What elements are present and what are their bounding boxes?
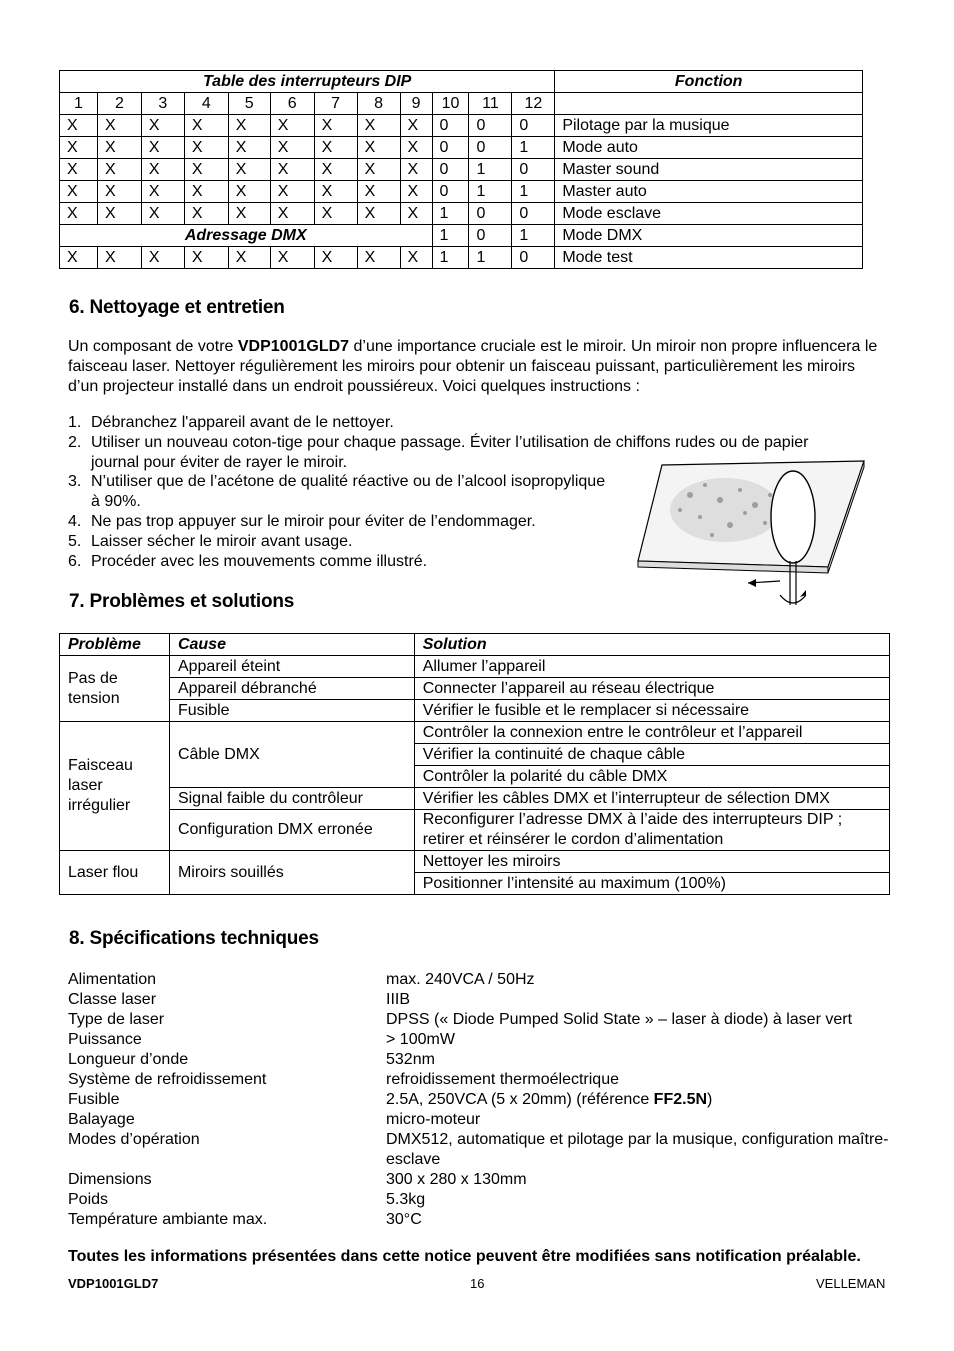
- section-6-title: 6. Nettoyage et entretien: [69, 297, 285, 318]
- switch-state: X: [400, 203, 432, 225]
- spec-row: [68, 1190, 898, 1210]
- switch-state: 0: [512, 247, 555, 269]
- switch-number: 1: [60, 93, 98, 115]
- switch-state: X: [60, 137, 98, 159]
- switch-state: X: [141, 115, 184, 137]
- dip-row: [60, 203, 863, 225]
- switch-number: 2: [97, 93, 141, 115]
- problem-cell: Laser flou: [60, 851, 170, 895]
- dip-header-row: [60, 71, 863, 93]
- switch-state: X: [228, 247, 270, 269]
- spec-row: [68, 1170, 898, 1190]
- spec-row: [68, 1030, 898, 1050]
- switch-state: 0: [469, 115, 512, 137]
- spec-row: [68, 1050, 898, 1070]
- cause-cell: Miroirs souillés: [169, 851, 414, 895]
- solution-cell: Contrôler la connexion entre le contrôleur et l’appareil: [414, 722, 889, 744]
- troubleshooting-row: [60, 700, 890, 722]
- dip-table-title: Table des interrupteurs DIP: [60, 71, 555, 93]
- spec-value-text: 2.5A, 250VCA (5 x 20mm) (référence: [386, 1091, 654, 1108]
- spec-row: [68, 1210, 898, 1230]
- section-8-title: 8. Spécifications techniques: [69, 928, 319, 949]
- switch-state: X: [97, 115, 141, 137]
- footer-brand: VELLEMAN: [816, 1276, 886, 1291]
- switch-state: X: [314, 115, 357, 137]
- switch-state: X: [97, 137, 141, 159]
- switch-state: 1: [469, 159, 512, 181]
- spec-row: [68, 990, 898, 1010]
- switch-state: X: [357, 137, 400, 159]
- switch-state: 0: [432, 181, 469, 203]
- solution-cell: Vérifier le fusible et le remplacer si nécessaire: [414, 700, 889, 722]
- switch-number: 7: [314, 93, 357, 115]
- switch-state: X: [270, 159, 314, 181]
- switch-state: X: [184, 181, 228, 203]
- spec-label: Classe laser: [68, 991, 157, 1008]
- switch-state: X: [357, 247, 400, 269]
- switch-state: X: [314, 159, 357, 181]
- switch-state: 0: [432, 137, 469, 159]
- switch-state: X: [97, 247, 141, 269]
- spec-label: Poids: [68, 1191, 109, 1208]
- switch-state: 0: [469, 225, 512, 247]
- cleaning-step: [68, 413, 858, 433]
- solution-cell: Nettoyer les miroirs: [414, 851, 889, 873]
- spec-value-text: 300 x 280 x 130mm: [386, 1171, 527, 1188]
- switch-state: X: [270, 247, 314, 269]
- switch-state: 0: [512, 115, 555, 137]
- switch-state: 0: [469, 137, 512, 159]
- spec-label: Type de laser: [68, 1011, 165, 1028]
- dip-rows: [60, 115, 863, 269]
- spec-value: [386, 1110, 898, 1130]
- switch-state: X: [270, 115, 314, 137]
- intro-text: Un composant de votre: [68, 338, 238, 355]
- intro-text-rest: d’une importance cruciale est le miroir. Un miroir non propre influencera le faisceau laser. Nettoyer régulièrement les miroirs pour obtenir un faisceau puissant, particulièrement les miroirs d’un projecteur installé dans un endroit poussiéreux. Voici quelques instructions :: [68, 338, 878, 395]
- spec-label: Modes d’opération: [68, 1131, 200, 1148]
- switch-number: 6: [270, 93, 314, 115]
- dip-row: [60, 115, 863, 137]
- switch-state: X: [400, 247, 432, 269]
- switch-state: X: [228, 181, 270, 203]
- change-notice: Toutes les informations présentées dans cette notice peuvent être modifiées sans notification préalable.: [68, 1248, 861, 1265]
- switch-state: X: [97, 181, 141, 203]
- problem-cell: Pas de tension: [60, 656, 170, 722]
- cause-cell: Appareil débranché: [169, 678, 414, 700]
- spec-value-text: IIIB: [386, 991, 411, 1008]
- switch-state: 1: [469, 247, 512, 269]
- spec-value: [386, 1030, 898, 1050]
- troubleshooting-row: [60, 722, 890, 744]
- troubleshooting-header-row: [60, 634, 890, 656]
- switch-state: X: [357, 159, 400, 181]
- switch-number: 10: [432, 93, 469, 115]
- spec-value: [386, 1210, 898, 1230]
- spec-value: [386, 970, 898, 990]
- spec-label: Fusible: [68, 1091, 120, 1108]
- cause-cell: Appareil éteint: [169, 656, 414, 678]
- step-text: Débranchez l'appareil avant de le nettoyer.: [91, 414, 394, 431]
- cause-cell: Câble DMX: [169, 722, 414, 788]
- switch-state: X: [60, 247, 98, 269]
- dmx-address-label: Adressage DMX: [60, 225, 433, 247]
- spec-value-text: micro-moteur: [386, 1111, 481, 1128]
- switch-state: X: [60, 159, 98, 181]
- solution-cell: Positionner l’intensité au maximum (100%): [414, 873, 889, 895]
- step-text: Procéder avec les mouvements comme illustré.: [91, 552, 428, 570]
- spec-value: [386, 1050, 898, 1070]
- switch-state: X: [184, 159, 228, 181]
- switch-state: X: [314, 181, 357, 203]
- spec-value-text: 30°C: [386, 1211, 422, 1228]
- switch-state: 1: [512, 137, 555, 159]
- switch-state: X: [400, 181, 432, 203]
- switch-state: X: [184, 115, 228, 137]
- switch-state: X: [60, 181, 98, 203]
- switch-state: 1: [512, 225, 555, 247]
- switch-state: X: [400, 137, 432, 159]
- switch-state: 0: [512, 159, 555, 181]
- switch-state: 1: [432, 247, 469, 269]
- solution-cell: Connecter l’appareil au réseau électrique: [414, 678, 889, 700]
- cleaning-step: [68, 472, 611, 512]
- switch-state: X: [60, 115, 98, 137]
- model-name: VDP1001GLD7: [237, 338, 350, 355]
- switch-number: 12: [512, 93, 555, 115]
- switch-state: X: [357, 203, 400, 225]
- dip-number-row: [60, 93, 863, 115]
- spec-value: [386, 1090, 898, 1110]
- switch-state: X: [228, 159, 270, 181]
- switch-number: 4: [184, 93, 228, 115]
- switch-state: X: [228, 203, 270, 225]
- cause-header: Cause: [169, 634, 414, 656]
- troubleshooting-row: [60, 656, 890, 678]
- solution-cell: Reconfigurer l’adresse DMX à l’aide des interrupteurs DIP ; retirer et réinsérer le cordon d’alimentation: [414, 810, 889, 851]
- problem-cell: Faisceau laser irrégulier: [60, 722, 170, 851]
- switch-state: X: [141, 159, 184, 181]
- step-text: N’utiliser que de l’acétone de qualité réactive ou de l’alcool isopropylique à 90%.: [91, 473, 606, 511]
- spec-value-after: ): [707, 1091, 713, 1108]
- spec-value: [386, 1170, 898, 1190]
- spec-label: Alimentation: [68, 971, 157, 988]
- spec-label: Puissance: [68, 1031, 142, 1048]
- switch-state: X: [184, 203, 228, 225]
- switch-state: 0: [432, 159, 469, 181]
- switch-state: X: [400, 159, 432, 181]
- spec-row: [68, 1090, 898, 1110]
- step-number: 5.: [68, 532, 82, 550]
- dip-switch-table: [59, 70, 863, 269]
- switch-state: X: [314, 137, 357, 159]
- solution-cell: Contrôler la polarité du câble DMX: [414, 766, 889, 788]
- switch-state: X: [228, 115, 270, 137]
- troubleshooting-table: [59, 633, 890, 895]
- switch-number: 9: [400, 93, 432, 115]
- solution-cell: Vérifier la continuité de chaque câble: [414, 744, 889, 766]
- switch-state: X: [270, 137, 314, 159]
- switch-state: X: [357, 181, 400, 203]
- function-cell: Pilotage par la musique: [555, 115, 863, 137]
- footer-page-number: 16: [470, 1276, 485, 1291]
- switch-state: X: [400, 115, 432, 137]
- step-number: 2.: [68, 433, 82, 451]
- problem-header: Problème: [60, 634, 170, 656]
- dip-row: [60, 247, 863, 269]
- section-7-title: 7. Problèmes et solutions: [69, 591, 295, 612]
- empty-cell: [555, 93, 863, 115]
- spec-value-text: 532nm: [386, 1051, 435, 1068]
- spec-row: [68, 1130, 898, 1170]
- switch-state: 0: [469, 203, 512, 225]
- cause-cell: Signal faible du contrôleur: [169, 788, 414, 810]
- spec-value-text: DMX512, automatique et pilotage par la musique, configuration maître-esclave: [386, 1131, 889, 1168]
- dip-row: [60, 181, 863, 203]
- dip-row: [60, 159, 863, 181]
- spec-value-text: refroidissement thermoélectrique: [386, 1071, 619, 1088]
- spec-value-bold: FF2.5N: [653, 1091, 708, 1108]
- switch-state: X: [97, 159, 141, 181]
- switch-number: 5: [228, 93, 270, 115]
- step-number: 1.: [68, 414, 82, 431]
- spec-value-text: > 100mW: [386, 1031, 455, 1048]
- switch-state: X: [184, 247, 228, 269]
- function-cell: Mode auto: [555, 137, 863, 159]
- troubleshooting-row: [60, 810, 890, 851]
- troubleshooting-rows: [60, 656, 890, 895]
- step-number: 4.: [68, 512, 82, 530]
- switch-state: 0: [432, 115, 469, 137]
- function-cell: Mode esclave: [555, 203, 863, 225]
- function-cell: Mode test: [555, 247, 863, 269]
- switch-state: X: [184, 137, 228, 159]
- switch-state: X: [228, 137, 270, 159]
- troubleshooting-row: [60, 851, 890, 873]
- troubleshooting-row: [60, 678, 890, 700]
- function-cell: Master auto: [555, 181, 863, 203]
- dip-row-dmx: [60, 225, 863, 247]
- solution-cell: Vérifier les câbles DMX et l’interrupteur de sélection DMX: [414, 788, 889, 810]
- step-number: 3.: [68, 473, 82, 491]
- function-cell: Master sound: [555, 159, 863, 181]
- spec-value: [386, 1190, 898, 1210]
- switch-state: 1: [432, 225, 469, 247]
- spec-value: [386, 1130, 898, 1170]
- spec-row: [68, 1010, 898, 1030]
- spec-row: [68, 970, 898, 990]
- step-number: 6.: [68, 552, 82, 570]
- switch-state: 1: [512, 181, 555, 203]
- solution-cell: Allumer l’appareil: [414, 656, 889, 678]
- switch-state: X: [357, 115, 400, 137]
- spec-value-text: max. 240VCA / 50Hz: [386, 971, 535, 988]
- spec-list: [68, 970, 898, 1230]
- switch-state: X: [270, 203, 314, 225]
- cause-cell: Fusible: [169, 700, 414, 722]
- spec-label: Longueur d’onde: [68, 1051, 189, 1068]
- spec-label: Dimensions: [68, 1171, 152, 1188]
- spec-value-text: 5.3kg: [386, 1191, 426, 1208]
- troubleshooting-row: [60, 788, 890, 810]
- switch-number: 8: [357, 93, 400, 115]
- spec-label: Température ambiante max.: [68, 1211, 268, 1228]
- solution-header: Solution: [414, 634, 889, 656]
- spec-label: Balayage: [68, 1111, 135, 1128]
- switch-state: X: [141, 181, 184, 203]
- switch-state: X: [60, 203, 98, 225]
- switch-number: 11: [469, 93, 512, 115]
- spec-value: [386, 1070, 898, 1090]
- cause-cell: Configuration DMX erronée: [169, 810, 414, 851]
- switch-state: 1: [469, 181, 512, 203]
- section-6-intro: [68, 337, 888, 397]
- dip-row: [60, 137, 863, 159]
- switch-state: X: [314, 203, 357, 225]
- switch-state: X: [141, 137, 184, 159]
- function-header: Fonction: [555, 71, 863, 93]
- switch-number: 3: [141, 93, 184, 115]
- switch-state: X: [270, 181, 314, 203]
- spec-value: [386, 1010, 898, 1030]
- step-text: Laisser sécher le miroir avant usage.: [91, 532, 353, 550]
- function-cell: Mode DMX: [555, 225, 863, 247]
- mirror-cleaning-illustration: [630, 455, 870, 615]
- spec-value: [386, 990, 898, 1010]
- footer-model: VDP1001GLD7: [68, 1276, 159, 1291]
- switch-state: X: [97, 203, 141, 225]
- spec-label: Système de refroidissement: [68, 1071, 267, 1088]
- spec-value-text: DPSS (« Diode Pumped Solid State » – laser à diode) à laser vert: [386, 1011, 853, 1028]
- spec-row: [68, 1110, 898, 1130]
- switch-state: X: [141, 247, 184, 269]
- spec-row: [68, 1070, 898, 1090]
- step-text: Ne pas trop appuyer sur le miroir pour éviter de l’endommager.: [91, 512, 536, 530]
- switch-state: X: [314, 247, 357, 269]
- switch-state: X: [141, 203, 184, 225]
- switch-state: 0: [512, 203, 555, 225]
- step-text: Utiliser un nouveau coton-tige pour chaque passage. Éviter l’utilisation de chiffons rudes ou de papier journal pour éviter de rayer le miroir.: [91, 433, 809, 471]
- switch-state: 1: [432, 203, 469, 225]
